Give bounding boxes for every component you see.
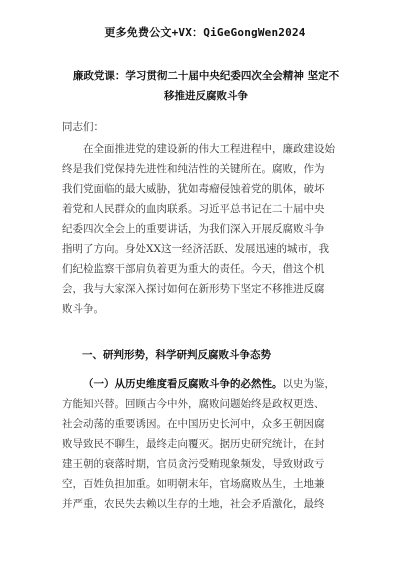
document-title [40, 66, 372, 106]
paragraph-line: 社会动荡的重要诱因。在中国历史长河中，众多王朝因腐 [62, 418, 325, 430]
paragraph-line: 会，我与大家深入探讨如何在新形势下坚定不移推进反腐 [62, 283, 325, 295]
intro-paragraph [62, 139, 352, 319]
paragraph-line: 我们党面临的最大威胁，犹如毒瘤侵蚀着党的肌体，破坏 [62, 183, 325, 195]
subsection-paragraph [62, 374, 352, 514]
paragraph-line: 方能知兴替。回顾古今中外，腐败问题始终是政权更迭、 [62, 398, 325, 410]
paragraph-line: 并严重，农民失去赖以生存的土地，社会矛盾激化，最终 [62, 498, 325, 510]
paragraph-line: 空，百姓负担加重。如明朝末年，官场腐败丛生，土地兼 [62, 478, 325, 490]
salutation: 同志们： [62, 121, 104, 133]
paragraph-line [62, 374, 352, 394]
paragraph-line: 终是我们党保持先进性和纯洁性的关键所在。腐败，作为 [62, 163, 325, 175]
paragraph-line: 们纪检监察干部肩负着更为重大的责任。今天，借这个机 [62, 263, 325, 275]
paragraph-text: 以史为鉴， [282, 378, 335, 390]
paragraph-line: 在全面推进党的建设新的伟大工程进程中，廉政建设始 [83, 143, 335, 155]
title-line-1: 廉政党课：学习贯彻二十届中央纪委四次全会精神 坚定不 [72, 70, 340, 82]
paragraph-line: 败导致民不聊生，最终走向覆灭。据历史研究统计，在封 [62, 438, 325, 450]
subsection-heading: （一）从历史维度看反腐败斗争的必然性。 [83, 378, 283, 390]
paragraph-line: 纪委四次全会上的重要讲话，为我们深入开展反腐败斗争 [62, 223, 325, 235]
title-line-2: 移推进反腐败斗争 [164, 90, 248, 102]
paragraph-line: 建王朝的衰落时期，官员贪污受贿现象频发，导致财政亏 [62, 458, 325, 470]
promo-banner: 更多免费公文+VX：QiGeGongWen2024 [104, 26, 306, 39]
paragraph-line: 着党和人民群众的血肉联系。习近平总书记在二十届中央 [62, 203, 325, 215]
paragraph-line: 指明了方向。身处XX这一经济活跃、发展迅速的城市，我 [62, 243, 329, 255]
paragraph-line: 败斗争。 [62, 303, 104, 315]
section-heading-1: 一、研判形势，科学研判反腐败斗争态势 [82, 349, 271, 361]
